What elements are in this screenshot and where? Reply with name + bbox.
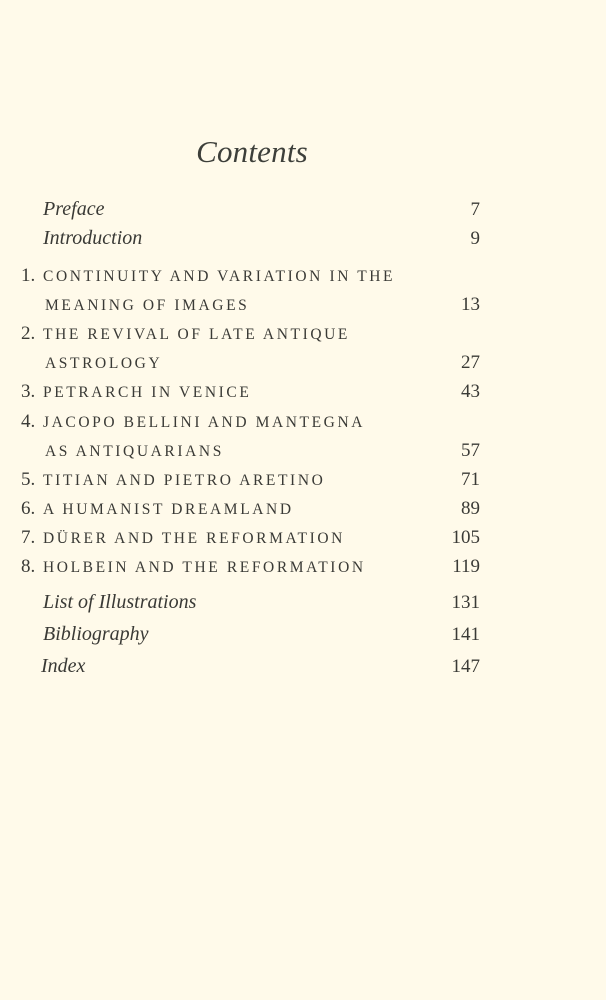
toc-entry-bibliography[interactable] [0,623,606,649]
entry-label: Bibliography [43,623,149,645]
entry-page-number: 71 [461,469,480,490]
entry-page-number: 105 [451,527,480,548]
entry-page-number: 7 [470,199,480,220]
toc-chapter-2[interactable] [0,322,606,348]
toc-chapter-2-continued[interactable] [0,351,606,377]
chapter-title-line: TITIAN AND PIETRO ARETINO [43,472,326,489]
chapter-title-line: ASTROLOGY [45,355,163,372]
entry-label: Index [41,655,86,677]
entry-page-number: 119 [452,556,480,577]
toc-entry-preface[interactable] [0,198,606,224]
chapter-title-line: HOLBEIN AND THE REFORMATION [43,559,366,576]
entry-page-number: 9 [470,228,480,249]
entry-label: Introduction [43,227,143,249]
chapter-title-line: JACOPO BELLINI AND MANTEGNA [43,414,366,431]
entry-page-number: 57 [461,440,480,461]
toc-chapter-1-continued[interactable] [0,293,606,319]
toc-entry-list-of-illustrations[interactable] [0,591,606,617]
entry-page-number: 131 [451,592,480,613]
chapter-number: 4. [21,411,36,432]
toc-chapter-5[interactable] [0,468,606,494]
toc-chapter-4-continued[interactable] [0,439,606,465]
entry-page-number: 141 [451,624,480,645]
chapter-number: 2. [21,323,36,344]
chapter-number: 1. [21,265,36,286]
chapter-title-line: DÜRER AND THE REFORMATION [43,530,345,547]
entry-page-number: 43 [461,381,480,402]
toc-chapter-3[interactable] [0,380,606,406]
entry-page-number: 13 [461,294,480,315]
chapter-title-line: THE REVIVAL OF LATE ANTIQUE [43,326,350,343]
toc-chapter-8[interactable] [0,555,606,581]
toc-chapter-7[interactable] [0,526,606,552]
toc-chapter-4[interactable] [0,410,606,436]
chapter-title-line: A HUMANIST DREAMLAND [43,501,294,518]
entry-page-number: 27 [461,352,480,373]
chapter-number: 6. [21,498,36,519]
page-title: Contents [196,134,308,169]
toc-entry-index[interactable] [0,655,606,681]
chapter-title-line: MEANING OF IMAGES [45,297,250,314]
chapter-number: 8. [21,556,36,577]
entry-label: Preface [43,198,105,220]
entry-page-number: 147 [451,656,480,677]
chapter-title-line: PETRARCH IN VENICE [43,384,252,401]
toc-chapter-6[interactable] [0,497,606,523]
toc-entry-introduction[interactable] [0,227,606,253]
toc-chapter-1[interactable] [0,264,606,290]
entry-page-number: 89 [461,498,480,519]
chapter-number: 3. [21,381,36,402]
chapter-number: 7. [21,527,36,548]
chapter-title-line: CONTINUITY AND VARIATION IN THE [43,268,396,285]
entry-label: List of Illustrations [43,591,197,613]
chapter-title-line: AS ANTIQUARIANS [45,443,224,460]
chapter-number: 5. [21,469,36,490]
